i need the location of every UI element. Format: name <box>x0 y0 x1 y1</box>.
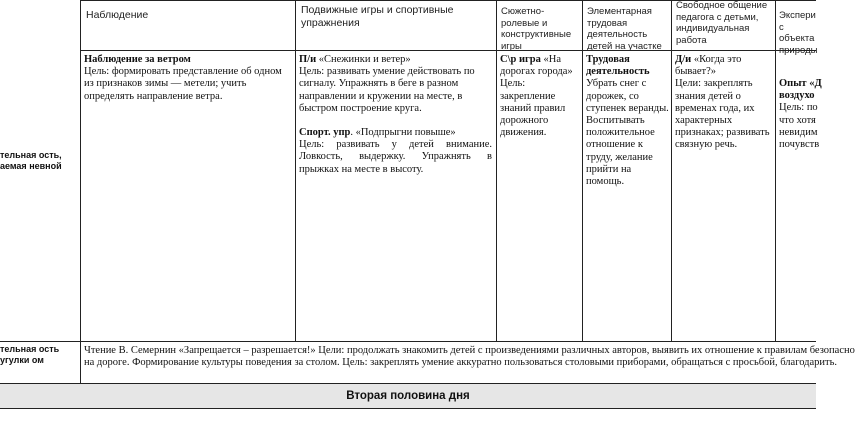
header-mobile-games: Подвижные игры и спортивные упражнения <box>301 4 454 29</box>
sport-goal: Цель: развивать у детей внимание. Ловкость, выдержку. Упражнять в прыжках на месте в высоту. <box>299 139 492 175</box>
header-free-talk: Свободное общение педагога с детьми, индивидуальная работа <box>676 0 768 46</box>
second-half-band: Вторая половина дня <box>0 384 816 408</box>
mobile-games-cell <box>299 54 492 176</box>
experiment-cell <box>779 78 822 151</box>
col-line-4 <box>582 0 583 342</box>
pi-title: «Снежинки и ветер» <box>316 54 411 65</box>
col-line-5 <box>671 0 672 342</box>
row-divider <box>0 341 816 342</box>
labor-text: Убрать снег с дорожек, со ступенек веранды. Воспитывать положительное отношение к труду, желание прийти на помощь. <box>586 78 669 188</box>
pi-line <box>299 54 492 66</box>
sport-line <box>299 127 492 139</box>
header-observation: Наблюдение <box>86 9 149 21</box>
col-line-2 <box>295 0 296 342</box>
left-label-evening: тельная ость угулки ом <box>0 344 60 365</box>
free-prefix: Д/и <box>675 54 692 65</box>
observation-cell <box>84 54 292 103</box>
left-label-daytime: тельная ость, аемая невной <box>0 150 62 171</box>
experiment-line4: почувств <box>779 139 820 151</box>
role-games-cell <box>500 54 580 139</box>
experiment-line3: невидим <box>779 126 818 138</box>
experiment-line1: Цель: по <box>779 102 818 114</box>
header-labor: Элементарная трудовая деятельность детей на участке <box>587 6 662 52</box>
header-experiment: Экспери с объекта природы <box>779 10 818 56</box>
role-goal: Цель: закрепление знаний правил дорожного движения. <box>500 78 566 139</box>
reading-line1: Чтение В. Семернин «Запрещается – разрешается!» Цели: продолжать знакомить детей с произведениями различных авторов, выявить их отношение к правилам безопасно <box>84 345 855 356</box>
col-line-3 <box>496 0 497 342</box>
free-text: Цели: закреплять знания детей о временах года, их характерных признаках; развивать связную речь. <box>675 78 770 151</box>
col-line-1 <box>80 0 81 384</box>
observation-title: Наблюдение за ветром <box>84 54 191 65</box>
experiment-title-a: Опыт «Д <box>779 78 822 89</box>
header-divider <box>80 50 816 51</box>
observation-goal: Цель: формировать представление об одном из признаков зимы — метели; учить определять направление ветра. <box>84 66 282 102</box>
pi-goal: Цель: развивать умение действовать по сигналу. Упражнять в беге в разном направлении и кружении на месте, в быстром построение круга. <box>299 66 475 114</box>
experiment-line2: что хотя <box>779 114 816 126</box>
role-title: «На дорогах города» <box>500 54 573 78</box>
header-role-games: Сюжетно-ролевые и конструктивные игры <box>501 6 572 52</box>
experiment-title-b: воздухо <box>779 90 815 102</box>
sport-prefix: Спорт. упр <box>299 127 351 139</box>
reading-line2: на дороге. Формирование культуры поведения за столом. Цель: закреплять умение аккуратно пользоваться столовыми приборами, обращаться с просьбой, благодарить. <box>84 357 838 369</box>
col-line-6 <box>775 0 776 342</box>
band-bottom-line <box>0 408 816 409</box>
sport-title: . «Подпрыгни повыше» <box>350 127 456 139</box>
labor-cell <box>586 54 670 188</box>
role-prefix: С\р игра <box>500 54 541 65</box>
reading-cell <box>84 345 855 369</box>
free-title: «Когда это бывает?» <box>675 54 742 78</box>
labor-title: Трудовая деятельность <box>586 54 650 78</box>
free-talk-cell <box>675 54 773 152</box>
pi-prefix: П/и <box>299 54 317 65</box>
